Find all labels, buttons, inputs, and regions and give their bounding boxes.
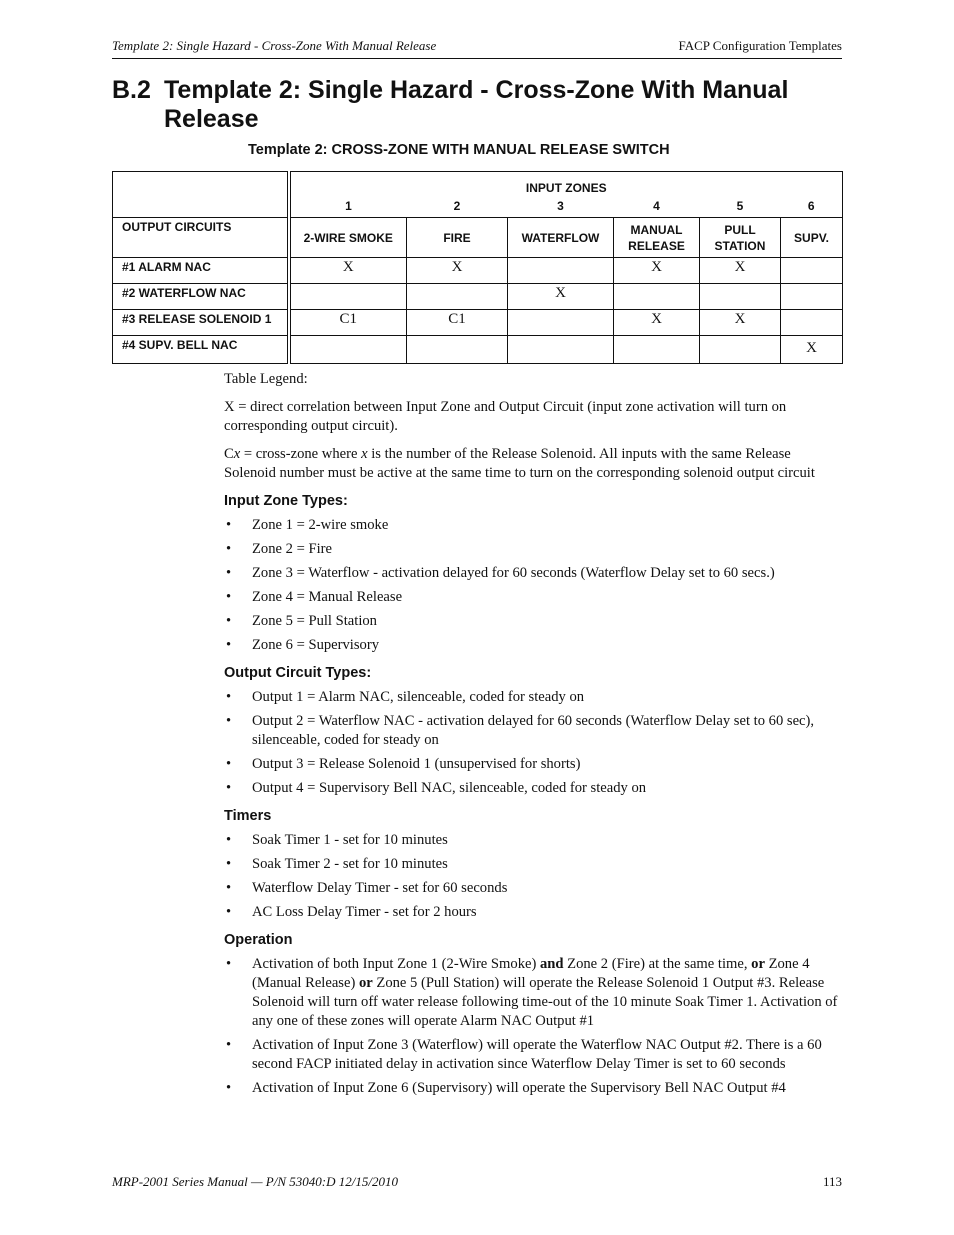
list-item <box>224 612 844 631</box>
section-title <box>112 76 842 134</box>
footer-manual-info: MRP-2001 Series Manual — P/N 53040:D 12/15/2010 <box>112 1174 398 1189</box>
table-cell <box>289 284 407 310</box>
list-item-text: AC Loss Delay Timer - set for 2 hours <box>252 904 477 920</box>
operation-list <box>224 955 844 1098</box>
list-item <box>224 712 844 750</box>
list-item-text: Zone 3 = Waterflow - activation delayed for 60 seconds (Waterflow Delay set to 60 secs.) <box>252 565 775 581</box>
body-content <box>224 370 844 1107</box>
table-cell <box>407 284 508 310</box>
table-cell: X <box>781 336 843 364</box>
row-label: #4 SUPV. BELL NAC <box>113 336 289 364</box>
table-corner-cell <box>113 172 289 218</box>
zone-name-cell <box>407 218 508 258</box>
list-item-text: Output 1 = Alarm NAC, silenceable, coded for steady on <box>252 689 585 705</box>
table-cell: X <box>700 258 781 284</box>
bullet: • <box>226 689 232 705</box>
bullet: • <box>226 832 232 848</box>
table-row <box>113 310 843 336</box>
zone-name-cell <box>508 218 614 258</box>
zone-name-3: WATERFLOW <box>521 230 600 245</box>
section-title-line1: Template 2: Single Hazard - Cross-Zone With Manual <box>164 76 789 104</box>
legend-cx-definition <box>224 445 844 483</box>
legend-cx-rest: is the number of the Release Solenoid. All inputs with the same Release Solenoid number must be active at the same time to turn on the corresponding solenoid output circuit <box>224 446 815 481</box>
bullet: • <box>226 1080 232 1096</box>
list-item <box>224 855 844 874</box>
zone-name-cell <box>614 218 700 258</box>
table-cell: X <box>700 310 781 336</box>
list-item-text: Zone 1 = 2-wire smoke <box>252 517 389 533</box>
timers-heading: Timers <box>224 808 272 824</box>
list-item-text: Waterflow Delay Timer - set for 60 seconds <box>252 880 508 896</box>
table-cell: X <box>289 258 407 284</box>
legend-cx-prefix: C <box>224 446 234 462</box>
list-item <box>224 636 844 655</box>
table-cell <box>700 284 781 310</box>
legend-cx-var: x <box>233 446 241 462</box>
bullet: • <box>226 1037 232 1053</box>
list-item <box>224 688 844 707</box>
table-cell: X <box>407 258 508 284</box>
bullet: • <box>226 565 232 581</box>
list-item-text: Soak Timer 2 - set for 10 minutes <box>252 856 448 872</box>
list-item <box>224 588 844 607</box>
table-cell <box>614 284 700 310</box>
running-header-chapter: FACP Configuration Templates <box>678 38 842 53</box>
table-row <box>113 284 843 310</box>
table-cell: X <box>614 258 700 284</box>
list-item-text: Zone 2 = Fire <box>252 541 332 557</box>
list-item <box>224 516 844 535</box>
table-cell <box>700 336 781 364</box>
zone-name-1: 2-WIRE SMOKE <box>303 230 393 245</box>
row-label: #3 RELEASE SOLENOID 1 <box>113 310 289 336</box>
operation-item-1 <box>252 956 837 1029</box>
table-row <box>113 258 843 284</box>
list-item <box>224 755 844 774</box>
cross-zone-table <box>112 171 843 364</box>
bullet: • <box>226 904 232 920</box>
text-run: Zone 5 (Pull Station) will operate the Release Solenoid 1 Output #3. Release Solenoid will turn off water release following time-out of the 10 minute Soak Timer 1. Activation of any one of these zones will operate Alarm NAC Output #1 <box>252 975 838 1029</box>
table-cell <box>508 310 614 336</box>
list-item <box>224 903 844 922</box>
list-item-text: Output 4 = Supervisory Bell NAC, silenceable, coded for steady on <box>252 780 647 796</box>
input-zones-header: INPUT ZONES <box>289 172 843 195</box>
output-circuits-header: OUTPUT CIRCUITS <box>113 218 289 258</box>
list-item <box>224 564 844 583</box>
zone-name-cell <box>289 218 407 258</box>
bullet: • <box>226 613 232 629</box>
zone-name-cell <box>781 218 843 258</box>
list-item-text: Output 3 = Release Solenoid 1 (unsupervised for shorts) <box>252 756 581 772</box>
zone-name-4-line1: MANUAL <box>630 222 683 237</box>
list-item-text: Soak Timer 1 - set for 10 minutes <box>252 832 448 848</box>
list-item-text: Zone 5 = Pull Station <box>252 613 377 629</box>
operation-item-2: Activation of Input Zone 3 (Waterflow) will operate the Waterflow NAC Output #2. There is a 60 second FACP initiated delay in activation since Waterflow Delay Timer is set to 60 seconds <box>252 1037 822 1072</box>
table-cell <box>614 336 700 364</box>
page-number: 113 <box>822 1174 842 1189</box>
list-item <box>224 879 844 898</box>
bullet: • <box>226 880 232 896</box>
list-item <box>224 540 844 559</box>
header-rule <box>112 58 842 59</box>
bullet: • <box>226 541 232 557</box>
zone-number-3: 3 <box>557 198 564 213</box>
table-cell <box>289 336 407 364</box>
table-cell: C1 <box>407 310 508 336</box>
list-item <box>224 831 844 850</box>
table-cell <box>781 284 843 310</box>
list-item <box>224 779 844 798</box>
list-item-text: Zone 6 = Supervisory <box>252 637 379 653</box>
operation-item-3: Activation of Input Zone 6 (Supervisory) will operate the Supervisory Bell NAC Output #4 <box>252 1080 786 1096</box>
output-circuit-types-heading: Output Circuit Types: <box>224 665 372 681</box>
zone-name-cell <box>700 218 781 258</box>
bullet: • <box>226 713 232 729</box>
running-header-title: Template 2: Single Hazard - Cross-Zone With Manual Release <box>112 38 437 53</box>
zone-number-4: 4 <box>653 198 660 213</box>
bullet: • <box>226 856 232 872</box>
legend-cx-var2: x <box>361 446 368 462</box>
bold-and: and <box>539 956 564 972</box>
section-title-line2: Release <box>164 105 259 133</box>
bullet: • <box>226 589 232 605</box>
bold-or: or <box>751 956 765 972</box>
zone-number-6: 6 <box>781 195 843 218</box>
table-cell <box>781 258 843 284</box>
list-item-text: Zone 4 = Manual Release <box>252 589 403 605</box>
table-title: Template 2: CROSS-ZONE WITH MANUAL RELEASE SWITCH <box>248 142 670 158</box>
row-label: #1 ALARM NAC <box>113 258 289 284</box>
bullet: • <box>226 637 232 653</box>
table-cell <box>508 336 614 364</box>
zone-number-1: 1 <box>289 195 407 218</box>
bullet: • <box>226 756 232 772</box>
text-run: Zone 2 (Fire) at the same time, <box>563 956 752 972</box>
zone-name-4-line2: RELEASE <box>628 238 685 253</box>
list-item <box>224 1036 844 1074</box>
table-cell <box>781 310 843 336</box>
legend-cx-mid: = cross-zone where <box>240 446 362 462</box>
row-label: #2 WATERFLOW NAC <box>113 284 289 310</box>
zone-name-5-line2: STATION <box>714 238 766 253</box>
section-number: B.2 <box>112 76 151 104</box>
operation-heading: Operation <box>224 932 293 948</box>
table-cell <box>407 336 508 364</box>
text-run: Zone 4 (Manual Release) <box>252 956 810 991</box>
table-cell: C1 <box>289 310 407 336</box>
bullet: • <box>226 780 232 796</box>
table-cell <box>508 258 614 284</box>
list-item <box>224 955 844 1031</box>
zone-name-2: FIRE <box>443 230 471 245</box>
timers-list <box>224 831 844 922</box>
list-item-text: Output 2 = Waterflow NAC - activation delayed for 60 seconds (Waterflow Delay set to 60 sec), silenceable, coded for steady on <box>252 713 815 748</box>
output-circuit-types-list <box>224 688 844 798</box>
input-zone-types-list <box>224 516 844 655</box>
zone-name-5-line1: PULL <box>724 222 756 237</box>
text-run: Activation of both Input Zone 1 (2-Wire Smoke) <box>252 956 540 972</box>
list-item <box>224 1079 844 1098</box>
input-zone-types-heading: Input Zone Types: <box>224 493 348 509</box>
zone-name-6: SUPV. <box>794 230 829 245</box>
table-cell: X <box>614 310 700 336</box>
bullet: • <box>226 517 232 533</box>
zone-number-2: 2 <box>453 198 461 213</box>
legend-x-definition: X = direct correlation between Input Zone and Output Circuit (input zone activation will turn on corresponding output circuit). <box>224 399 787 434</box>
zone-number-5: 5 <box>736 198 744 213</box>
bold-or: or <box>358 975 373 991</box>
bullet: • <box>226 956 232 972</box>
legend-title: Table Legend: <box>224 371 308 387</box>
table-cell: X <box>508 284 614 310</box>
table-row <box>113 336 843 364</box>
